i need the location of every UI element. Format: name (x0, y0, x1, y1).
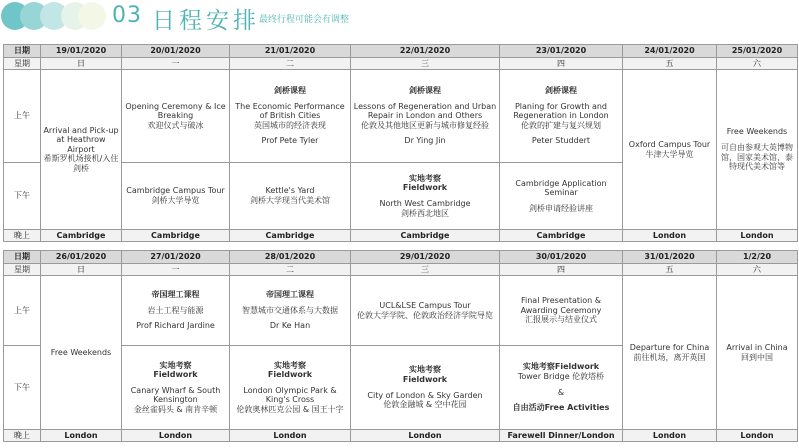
course-tag: 帝国理工课程 (151, 290, 200, 300)
evening-cell: London (230, 430, 351, 442)
event-title-en: North West Cambridge (379, 199, 471, 208)
event-cell (230, 163, 351, 230)
event-title-en: UCL&LSE Campus Tour (379, 300, 471, 310)
event-cell (500, 163, 623, 230)
event-title-en: Lessons of Regeneration and Urban Repair in London and Others (353, 101, 497, 121)
event-cell (122, 346, 230, 430)
weekday-cell: 二 (230, 264, 351, 276)
lecturer: Dr Ying Jin (404, 136, 446, 146)
evening-cell: Cambridge (230, 230, 351, 242)
weekday-row (4, 58, 798, 70)
evening-cell: London (717, 230, 798, 242)
date-cell: 26/01/2020 (41, 251, 122, 264)
course-tag: 剑桥课程 (545, 86, 577, 96)
lecturer: Dr Ke Han (269, 321, 311, 331)
date-cell: 28/01/2020 (230, 251, 351, 264)
fieldwork-tag-cn: 实地考察 (409, 173, 441, 183)
date-label: 日期 (4, 45, 41, 58)
fieldwork-tag-cn: 实地考察 (409, 365, 441, 375)
event-title-cn: 牛津大学导览 (645, 149, 694, 159)
event-title-cn: 剑桥西北地区 (401, 208, 449, 218)
date-row (4, 45, 798, 58)
weekday-cell: 三 (351, 264, 500, 276)
event-title-cn: 剑桥申请经验讲座 (529, 203, 593, 213)
event-title-cn: 伦敦金融城 & 空中花园 (383, 400, 467, 410)
event-cell (351, 276, 500, 346)
evening-cell: London (351, 430, 500, 442)
event-title-en: City of London & Sky Garden (367, 390, 483, 400)
weekday-cell: 六 (717, 58, 798, 70)
event-title-cn: 金丝雀码头 & 南肯辛顿 (133, 404, 218, 414)
event-title-en: The Economic Performance of British Cities (235, 101, 345, 121)
free-activities: 自由活动Free Activities (512, 403, 610, 413)
date-cell: 31/01/2020 (623, 251, 717, 264)
page-title: 日程安排 (152, 8, 260, 34)
page-subtitle: 最终行程可能会有调整 (259, 15, 350, 25)
event-cell (351, 346, 500, 430)
event-cell (500, 276, 623, 346)
weekday-cell: 一 (122, 264, 230, 276)
evening-row (4, 230, 798, 242)
event-title-cn: 欢迎仪式与破冰 (147, 120, 204, 130)
weekday-label: 星期 (4, 58, 41, 70)
event-cell (623, 276, 717, 430)
event-title-cn: 剑桥大学现当代美术馆 (250, 196, 330, 205)
weekday-cell: 日 (41, 58, 122, 70)
event-title-cn: 回到中国 (741, 352, 773, 362)
evening-cell: Cambridge (122, 230, 230, 242)
evening-label: 晚上 (4, 230, 41, 242)
event-title-en: Oxford Campus Tour (628, 139, 711, 149)
section-number: 03 (112, 3, 142, 28)
event-title-en: London Olympic Park & King's Cross (243, 385, 337, 405)
event-title-en: Canary Wharf & South Kensington (130, 385, 221, 405)
schedule-week-1 (3, 44, 798, 242)
event-title-cn: 岩土工程与能源 (147, 305, 204, 315)
weekday-cell: 三 (351, 58, 500, 70)
fieldwork-tag-en: Fieldwork (402, 183, 448, 193)
event-title-cn: 汇报展示与结业仪式 (525, 315, 597, 325)
date-cell: 20/01/2020 (122, 45, 230, 58)
event-cell (122, 70, 230, 163)
fieldwork-tag: 实地考察Fieldwork (522, 362, 600, 372)
morning-row (4, 70, 798, 163)
weekday-cell: 五 (623, 264, 717, 276)
event-cell (230, 276, 351, 346)
weekday-cell: 日 (41, 264, 122, 276)
evening-cell: Cambridge (500, 230, 623, 242)
lecturer: Peter Studdert (531, 136, 591, 146)
event-title-en: Cambridge Campus Tour (126, 186, 225, 196)
course-tag: 剑桥课程 (274, 86, 306, 96)
event-cell (41, 276, 122, 430)
date-cell: 22/01/2020 (351, 45, 500, 58)
fieldwork-tag-cn: 实地考察 (159, 360, 192, 370)
event-title-cn: 伦敦的扩建与复兴规划 (521, 120, 601, 130)
weekday-cell: 一 (122, 58, 230, 70)
date-cell: 25/01/2020 (717, 45, 798, 58)
event-title-cn: 智慧城市交通体系与大数据 (242, 305, 338, 315)
event-cell (717, 70, 798, 230)
weekday-label: 星期 (4, 264, 41, 276)
event-title-en: Arrival and Pick-up at Heathrow Airport (43, 125, 119, 154)
event-title-en: Final Presentation & Awarding Ceremony (520, 296, 602, 315)
event-title-cn: 伦敦奥林匹克公园 & 国王十字 (236, 404, 344, 414)
event-title-cn: 前往机场，离开英国 (633, 352, 706, 362)
event-title-en: Free Weekends (726, 127, 788, 137)
weekday-cell: 六 (717, 264, 798, 276)
evening-cell: London (41, 430, 122, 442)
date-cell: 21/01/2020 (230, 45, 351, 58)
page-header (0, 0, 799, 40)
lecturer: Prof Richard Jardine (136, 321, 215, 331)
event-cell (122, 276, 230, 346)
date-label: 日期 (4, 251, 41, 264)
date-cell: 27/01/2020 (122, 251, 230, 264)
event-cell (500, 346, 623, 430)
evening-cell: London (717, 430, 798, 442)
event-title-cn: 英国城市的经济表现 (254, 120, 326, 130)
afternoon-label: 下午 (4, 346, 41, 430)
date-cell: 29/01/2020 (351, 251, 500, 264)
course-tag: 剑桥课程 (409, 86, 441, 96)
evening-cell: Cambridge (41, 230, 122, 242)
evening-cell: London (623, 430, 717, 442)
morning-label: 上午 (4, 70, 41, 163)
event-title-en: Planing for Growth and Regeneration in London (513, 101, 609, 121)
event-cell (41, 70, 122, 230)
date-cell: 30/01/2020 (500, 251, 623, 264)
event-cell (230, 346, 351, 430)
event-title-en: Free Weekends (50, 347, 112, 357)
weekday-cell: 五 (623, 58, 717, 70)
evening-label: 晚上 (4, 430, 41, 442)
event-title-cn: 可自由参观大英博物馆，国家美术馆，泰特现代美术馆等 (721, 142, 793, 172)
weekday-row (4, 264, 798, 276)
event-cell (122, 163, 230, 230)
event-cell (623, 70, 717, 230)
afternoon-label: 下午 (4, 163, 41, 230)
event-cell (230, 70, 351, 163)
schedule-week-2 (3, 250, 798, 442)
weekday-cell: 二 (230, 58, 351, 70)
fieldwork-tag-cn: 实地考察 (274, 360, 306, 370)
event-cell (500, 70, 623, 163)
date-row (4, 251, 798, 264)
date-cell: 19/01/2020 (41, 45, 122, 58)
fieldwork-tag-en: Fieldwork (153, 370, 198, 380)
event-title-en: Departure for China (629, 342, 710, 352)
event-title-cn: 希斯罗机场接机/入住剑桥 (43, 154, 119, 173)
event-title-cn: 伦敦及其他地区更新与城市修复经验 (361, 120, 489, 130)
event-cell (351, 70, 500, 163)
event-title-en: Opening Ceremony & Ice Breaking (125, 101, 226, 121)
morning-label: 上午 (4, 276, 41, 346)
evening-cell: Farewell Dinner/London (500, 430, 623, 442)
fieldwork-tag-en: Fieldwork (402, 374, 448, 384)
ampersand: & (557, 387, 565, 397)
evening-row (4, 430, 798, 442)
event-title-cn: 伦敦大学学院、伦敦政治经济学院导览 (357, 310, 493, 320)
date-cell: 24/01/2020 (623, 45, 717, 58)
evening-cell: London (623, 230, 717, 242)
weekday-cell: 四 (500, 58, 623, 70)
course-tag: 帝国理工课程 (266, 290, 314, 300)
fieldwork-tag-en: Fieldwork (267, 370, 313, 380)
evening-cell: Cambridge (351, 230, 500, 242)
event-cell (351, 163, 500, 230)
date-cell: 1/2/20 (717, 251, 798, 264)
event-title-en: Kettle's Yard (265, 186, 315, 196)
event-title: Tower Bridge 伦敦塔桥 (517, 371, 605, 381)
event-title-cn: 剑桥大学导览 (151, 196, 200, 205)
date-cell: 23/01/2020 (500, 45, 623, 58)
evening-cell: London (122, 430, 230, 442)
event-title-en: Cambridge Application Seminar (515, 178, 607, 198)
event-cell (717, 276, 798, 430)
weekday-cell: 四 (500, 264, 623, 276)
lecturer: Prof Pete Tyler (261, 136, 319, 146)
decor-circle (78, 2, 106, 30)
morning-row (4, 276, 798, 346)
event-title-en: Arrival in China (726, 342, 788, 352)
